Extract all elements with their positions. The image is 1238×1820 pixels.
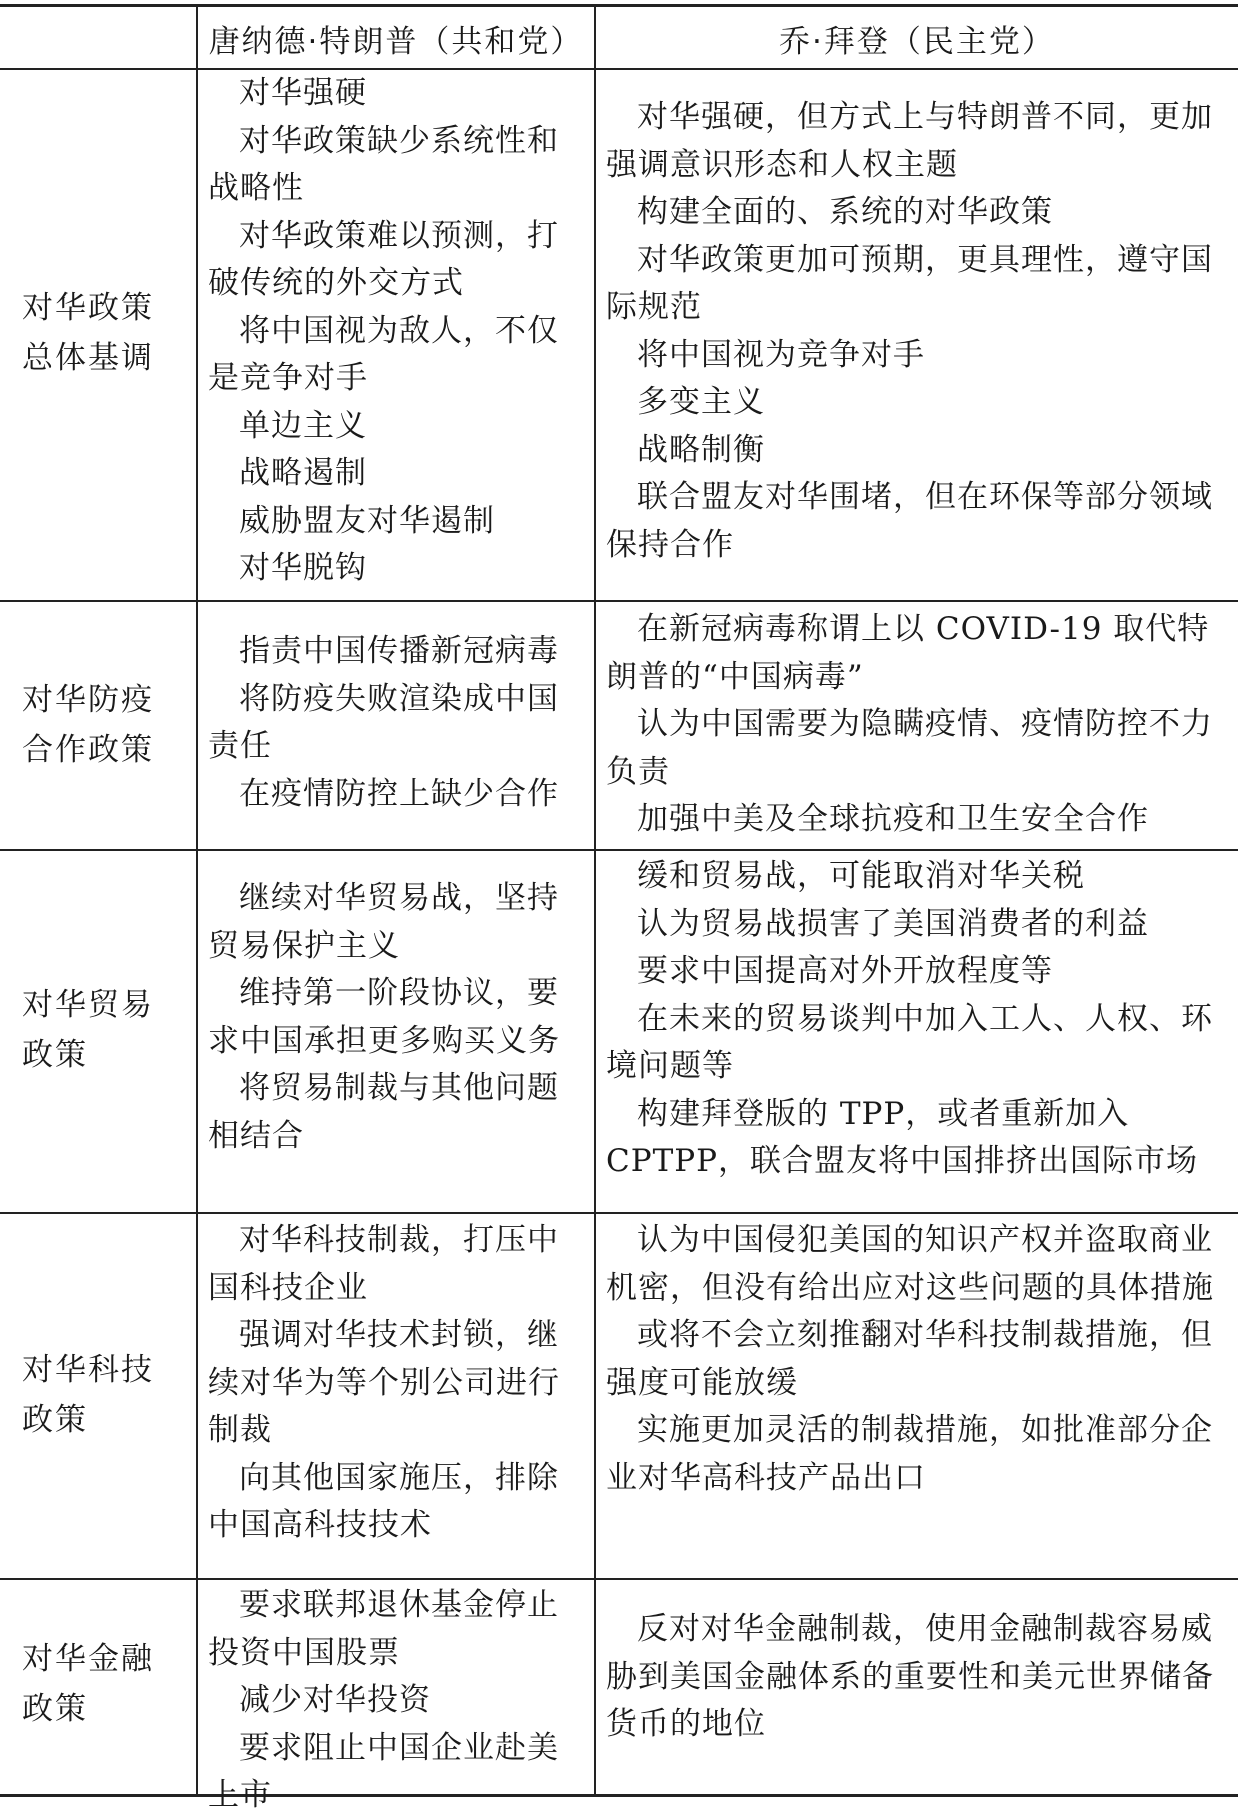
row-rule xyxy=(0,1212,1238,1214)
trump-cell: 对华强硬 对华政策缺少系统性和战略性 对华政策难以预测，打破传统的外交方式 将中国视为敌人，不仅是竞争对手 单边主义 战略遏制 威胁盟友对华遏制 对华脱钩 xyxy=(208,75,559,586)
biden-cell: 对华强硬，但方式上与特朗普不同，更加强调意识形态和人权主题 构建全面的、系统的对华政策 对华政策更加可预期，更具理性，遵守国际规范 将中国视为竞争对手 多变主义 战略制衡 联合盟友对华围堵，但在环保等部分领域保持合作 xyxy=(606,99,1213,563)
row-category: 对华贸易 政策 xyxy=(22,987,154,1073)
trump-cell: 继续对华贸易战，坚持贸易保护主义 维持第一阶段协议，要求中国承担更多购买义务 将贸易制裁与其他问题相结合 xyxy=(208,880,560,1154)
table-bottom-rule xyxy=(0,1794,1238,1797)
row-category: 对华金融 政策 xyxy=(22,1641,154,1727)
trump-cell: 对华科技制裁，打压中国科技企业 强调对华技术封锁，继续对华为等个别公司进行制裁 向其他国家施压，排除中国高科技技术 xyxy=(208,1222,560,1543)
column-divider xyxy=(196,4,198,1797)
biden-cell: 缓和贸易战，可能取消对华关税 认为贸易战损害了美国消费者的利益 要求中国提高对外开放程度等 在未来的贸易谈判中加入工人、人权、环境问题等 构建拜登版的 TPP，或者重新加入 CPTPP，联合盟友将中国排挤出国际市场 xyxy=(606,858,1213,1179)
row-category: 对华科技 政策 xyxy=(22,1352,154,1438)
row-rule xyxy=(0,849,1238,851)
row-rule xyxy=(0,600,1238,602)
header-trump: 唐纳德·特朗普（共和党） xyxy=(208,23,584,60)
biden-cell: 在新冠病毒称谓上以 COVID-19 取代特朗普的“中国病毒” 认为中国需要为隐瞒疫情、疫情防控不力负责 加强中美及全球抗疫和卫生安全合作 xyxy=(606,611,1213,837)
biden-cell: 反对对华金融制裁，使用金融制裁容易威胁到美国金融体系的重要性和美元世界储备货币的地位 xyxy=(606,1611,1214,1742)
header-biden: 乔·拜登（民主党） xyxy=(779,23,1055,60)
row-category: 对华政策 总体基调 xyxy=(22,290,154,376)
row-category: 对华防疫 合作政策 xyxy=(22,682,154,768)
table-top-rule xyxy=(0,4,1238,7)
trump-cell: 要求联邦退休基金停止投资中国股票 减少对华投资 要求阻止中国企业赴美上市 xyxy=(208,1587,559,1813)
header-blank xyxy=(0,8,196,68)
biden-cell: 认为中国侵犯美国的知识产权并盗取商业机密，但没有给出应对这些问题的具体措施 或将不会立刻推翻对华科技制裁措施，但强度可能放缓 实施更加灵活的制裁措施，如批准部分企业对华高科技产品出口 xyxy=(606,1222,1214,1496)
row-rule xyxy=(0,1578,1238,1580)
header-bottom-rule xyxy=(0,68,1238,70)
trump-cell: 指责中国传播新冠病毒 将防疫失败渲染成中国责任 在疫情防控上缺少合作 xyxy=(208,633,559,812)
column-divider xyxy=(594,4,596,1797)
